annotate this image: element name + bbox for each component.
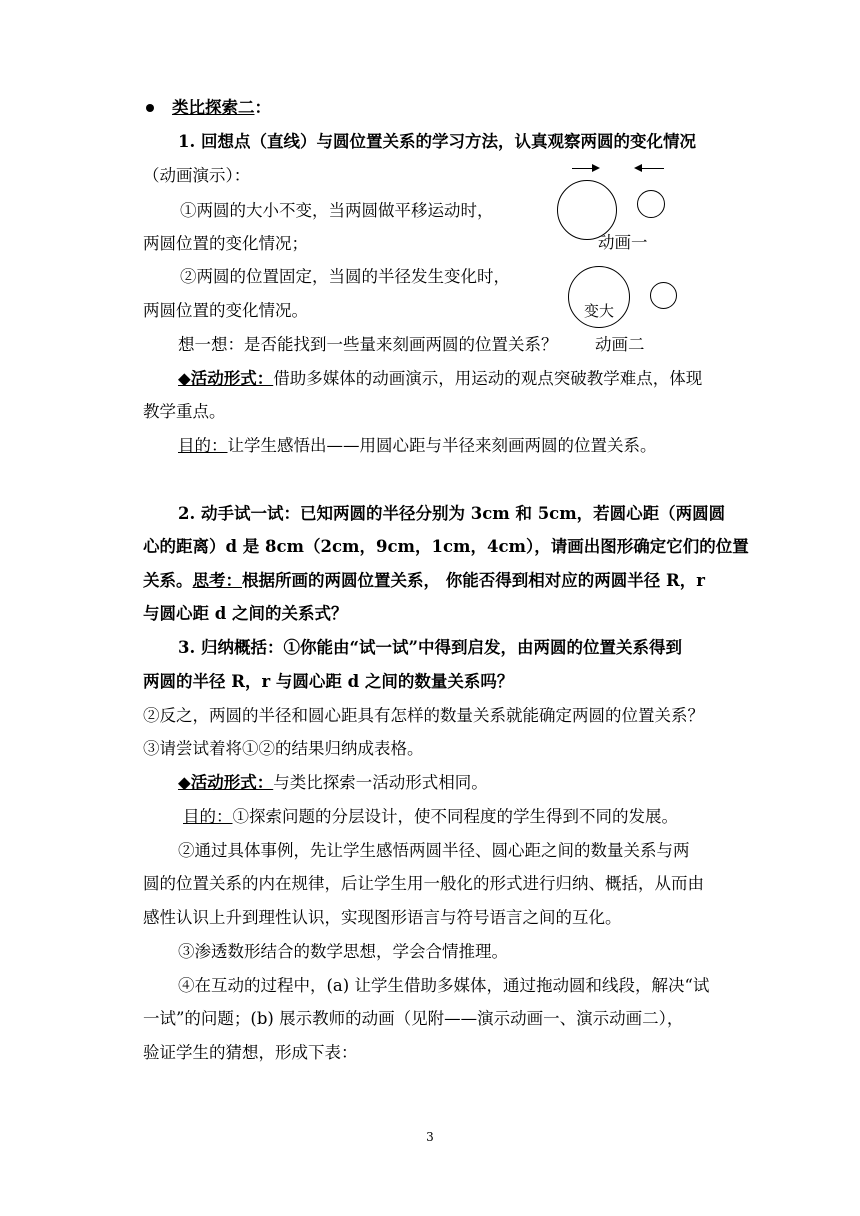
purpose2-p2b: 圆的位置关系的内在规律，后让学生用一般化的形式进行归纳、概括，从而由 (143, 874, 704, 893)
arrow-right-icon (572, 168, 598, 169)
q1-item1-a: ①两圆的大小不变，当两圆做平移运动时， (180, 201, 494, 220)
bullet-icon (146, 104, 154, 112)
think-label: 思考： (192, 571, 242, 590)
arrow-left-icon (636, 168, 664, 169)
purpose2-label: 目的： (183, 807, 233, 826)
activity1-line1: ◆活动形式：借助多媒体的动画演示，用运动的观点突破教学难点，体现 (178, 369, 703, 388)
activity2-label: ◆活动形式： (178, 773, 274, 792)
purpose1-label: 目的： (178, 436, 228, 455)
purpose2-p4b: 一试”的问题；(b) 展示教师的动画（见附——演示动画一、演示动画二）， (143, 1009, 684, 1028)
q2-line2: 心的距离）d 是 8cm（2cm，9cm，1cm，4cm），请画出图形确定它们的位置 (143, 537, 749, 556)
q1-line1: 1. 回想点（直线）与圆位置关系的学习方法，认真观察两圆的变化情况 (178, 132, 696, 151)
q1-think: 想一想：是否能找到一些量来刻画两圆的位置关系？ (178, 335, 558, 354)
q3-line2: 两圆的半径 R，r 与圆心距 d 之间的数量关系吗？ (143, 672, 514, 691)
activity1-label: ◆活动形式： (178, 369, 274, 388)
q1-item2-a: ②两圆的位置固定，当圆的半径发生变化时， (180, 267, 510, 286)
small-circle-anim1 (637, 190, 665, 218)
purpose2-p4a: ④在互动的过程中，(a) 让学生借助多媒体，通过拖动圆和线段，解决“试 (178, 976, 710, 995)
activity2: ◆活动形式：与类比探索一活动形式相同。 (178, 773, 488, 792)
q2-line1: 2. 动手试一试：已知两圆的半径分别为 3cm 和 5cm，若圆心距（两圆圆 (178, 504, 726, 523)
purpose2-p2a: ②通过具体事例，先让学生感悟两圆半径、圆心距之间的数量关系与两 (178, 841, 690, 860)
q1-item2-b: 两圆位置的变化情况。 (143, 301, 308, 320)
large-circle-anim1 (557, 180, 617, 240)
small-circle-anim2 (650, 282, 677, 309)
section-heading: 类比探索二： (172, 98, 271, 117)
purpose2-line1: 目的：①探索问题的分层设计，使不同程度的学生得到不同的发展。 (183, 807, 678, 826)
activity1-line2: 教学重点。 (143, 402, 226, 421)
q3-line1: 3. 归纳概括：①你能由“试一试”中得到启发，由两圆的位置关系得到 (178, 638, 682, 657)
purpose1: 目的：让学生感悟出——用圆心距与半径来刻画两圆的位置关系。 (178, 436, 657, 455)
q3-line4: ③请尝试着将①②的结果归纳成表格。 (143, 739, 424, 758)
q1-item1-b: 两圆位置的变化情况； (143, 234, 308, 253)
section-title: 类比探索二 (172, 98, 255, 117)
q3-line3: ②反之，两圆的半径和圆心距具有怎样的数量关系就能确定两圆的位置关系？ (143, 706, 704, 725)
purpose2-p2c: 感性认识上升到理性认识，实现图形语言与符号语言之间的互化。 (143, 908, 622, 927)
purpose2-p3: ③渗透数形结合的数学思想，学会合情推理。 (178, 942, 508, 961)
purpose2-p4c: 验证学生的猜想，形成下表： (143, 1043, 358, 1062)
grow-label: 变大 (584, 302, 615, 320)
anim1-label: 动画一 (598, 233, 648, 252)
q2-line4: 与圆心距 d 之间的关系式？ (143, 604, 348, 623)
q2-line3: 关系。思考：根据所画的两圆位置关系， 你能否得到相对应的两圆半径 R，r (143, 571, 705, 590)
page-number: 3 (426, 1130, 434, 1144)
q1-line2: （动画演示）： (143, 166, 251, 185)
anim2-label: 动画二 (595, 335, 645, 354)
